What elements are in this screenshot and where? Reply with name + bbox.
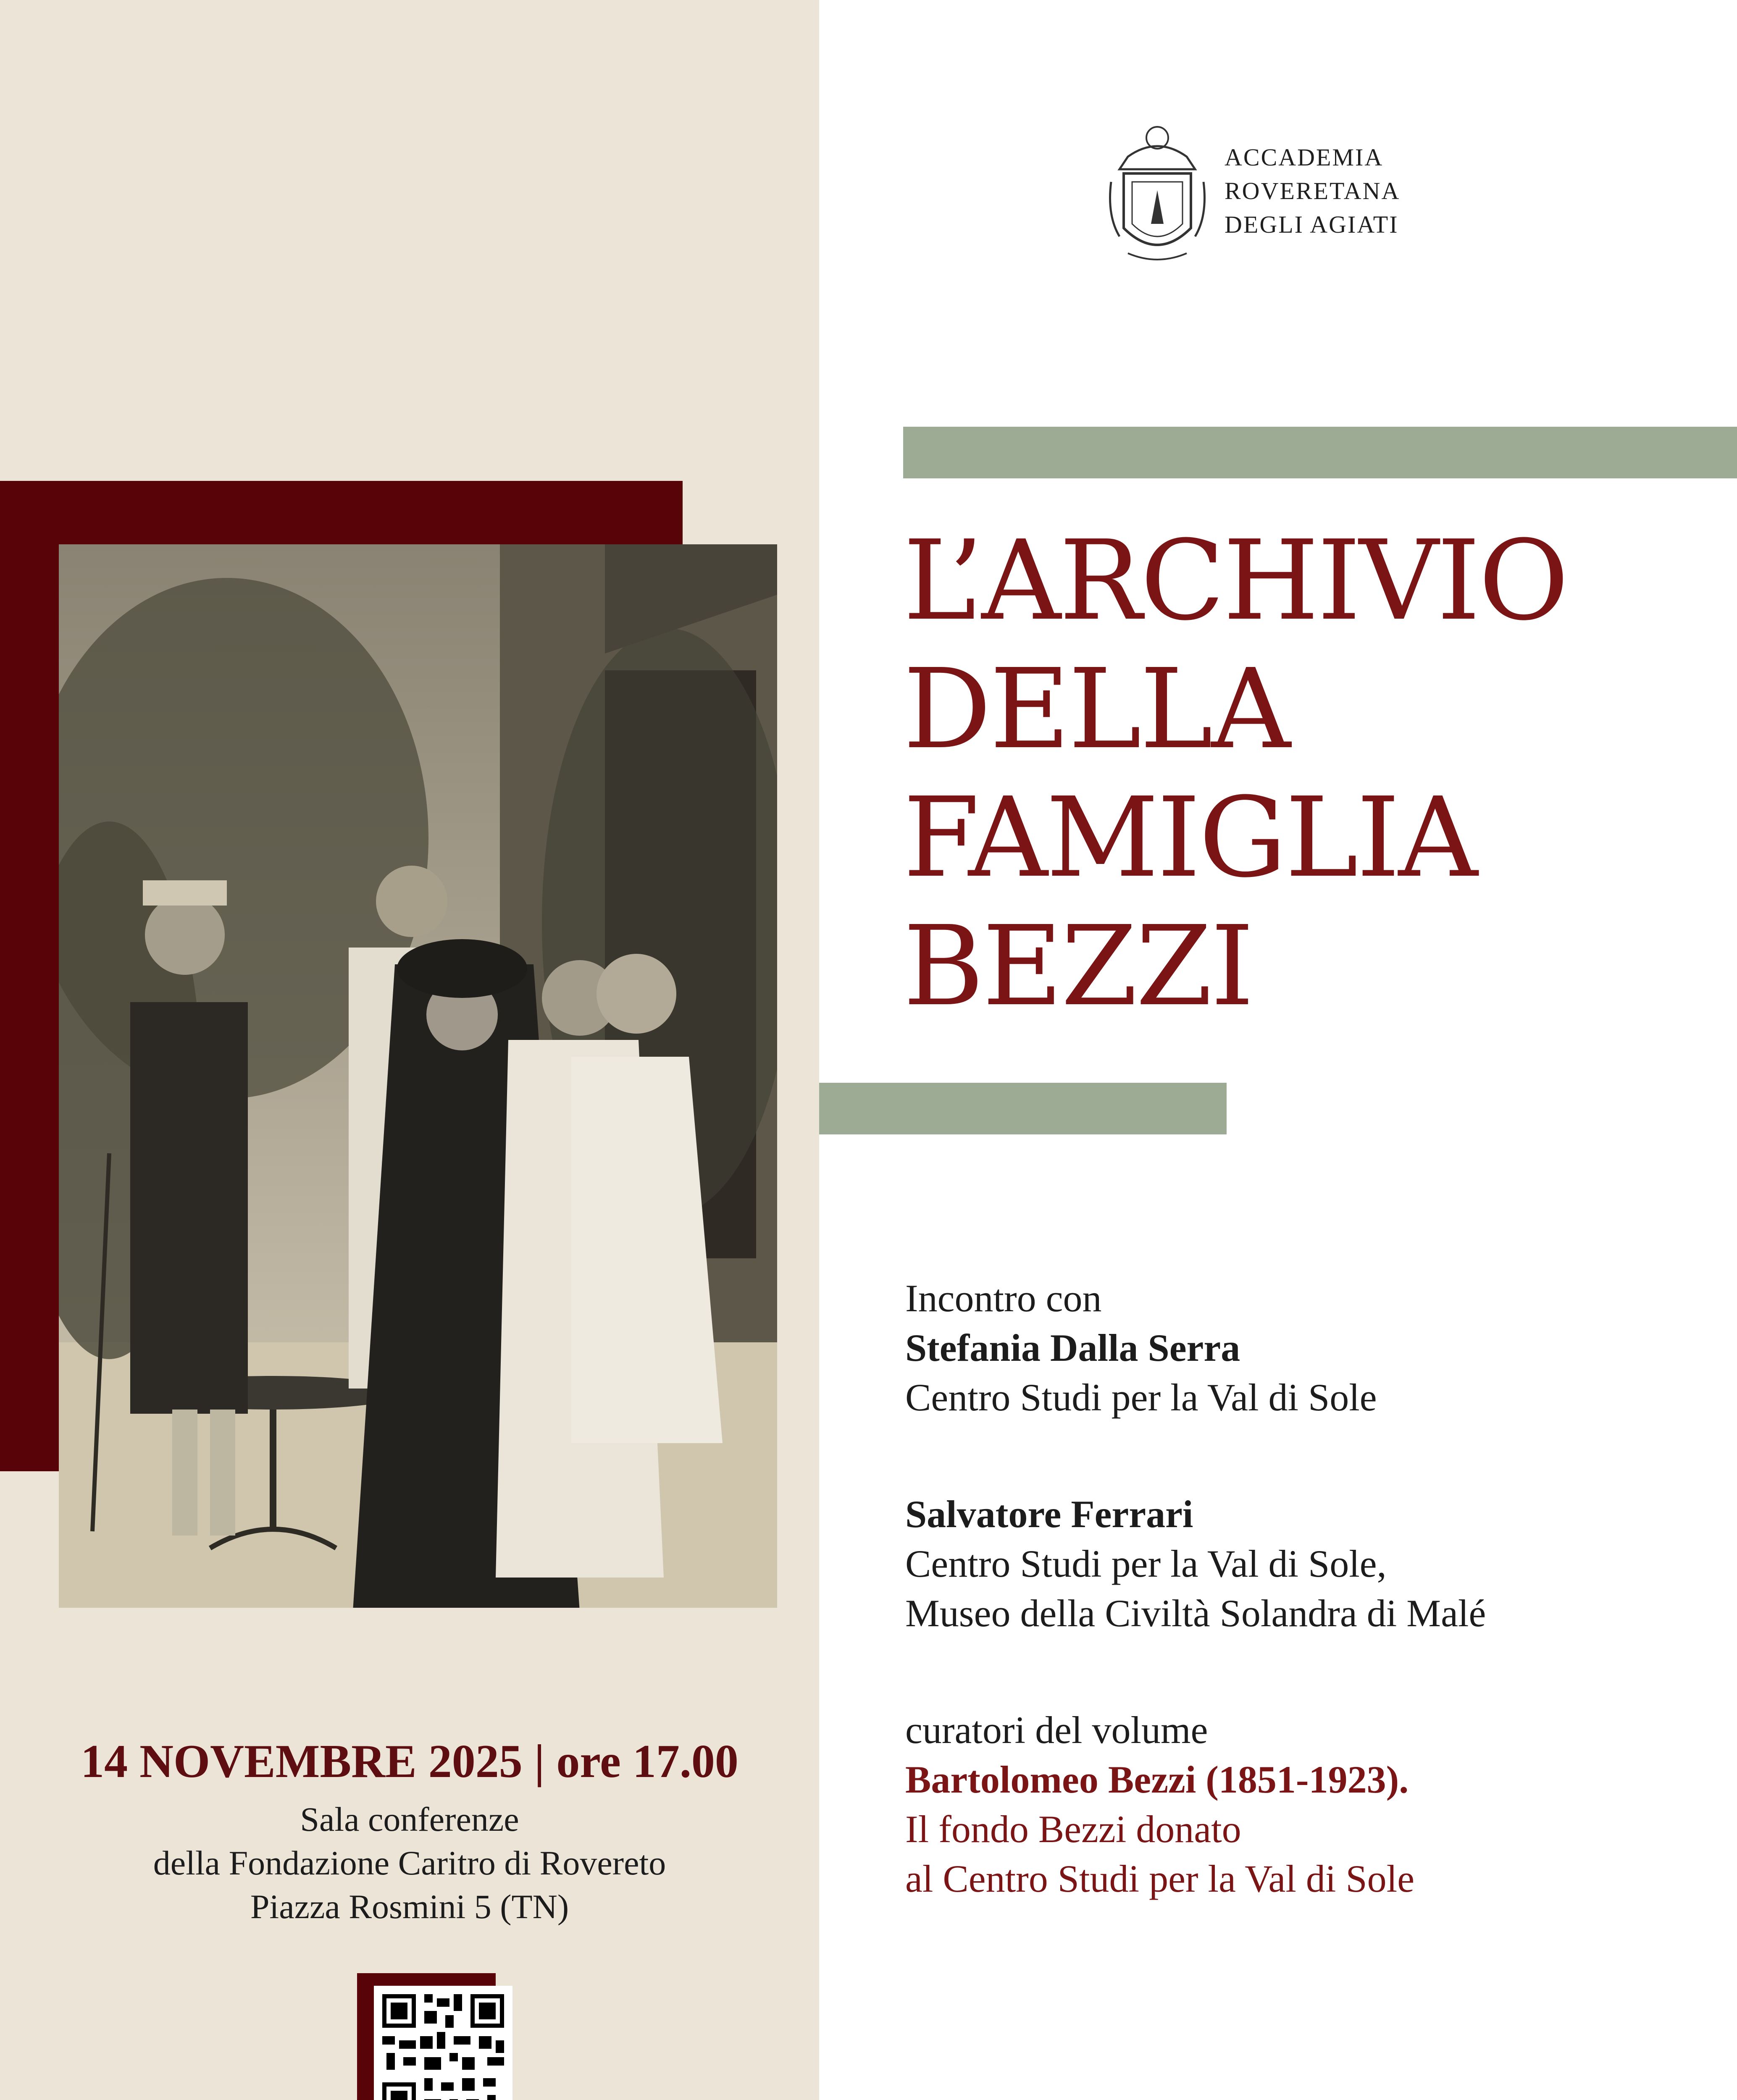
title-line-3: FAMIGLIA <box>903 774 1476 902</box>
decorative-bar-middle <box>819 1083 1227 1134</box>
academy-name-line-1: ACCADEMIA <box>1225 144 1384 171</box>
speaker-1-name: Stefania Dalla Serra <box>905 1326 1240 1369</box>
academy-name-line-3: DEGLI AGIATI <box>1225 211 1399 238</box>
academy-crest-icon <box>1103 119 1212 274</box>
venue-line-1: Sala conferenze <box>300 1800 519 1838</box>
title-line-1: L’ARCHIVIO <box>903 517 1567 645</box>
book-title-line-2: Il fondo Bezzi donato <box>905 1808 1241 1851</box>
title-line-4: BEZZI <box>903 902 1253 1030</box>
family-photo <box>59 544 777 1608</box>
speaker-2-name: Salvatore Ferrari <box>905 1493 1193 1536</box>
venue-line-2: della Fondazione Caritro di Rovereto <box>153 1844 666 1882</box>
qr-code[interactable] <box>374 1986 512 2100</box>
event-title <box>903 517 1701 1031</box>
event-date-time: 14 NOVEMBRE 2025 | ore 17.00 <box>81 1735 738 1788</box>
decorative-bar-top <box>903 427 1737 478</box>
curators-label: curatori del volume <box>905 1709 1208 1751</box>
speaker-2-affiliation-2: Museo della Civiltà Solandra di Malé <box>905 1592 1486 1635</box>
speaker-1-affiliation: Centro Studi per la Val di Sole <box>905 1376 1377 1419</box>
title-line-2: DELLA <box>903 645 1289 773</box>
intro-text: Incontro con <box>905 1277 1102 1320</box>
book-title-line-1: Bartolomeo Bezzi (1851-1923). <box>905 1758 1409 1801</box>
book-title-line-3: al Centro Studi per la Val di Sole <box>905 1857 1415 1900</box>
venue-line-3: Piazza Rosmini 5 (TN) <box>250 1887 569 1926</box>
academy-name-line-2: ROVERETANA <box>1225 177 1401 205</box>
academy-logo <box>1103 119 1405 278</box>
speaker-2-affiliation-1: Centro Studi per la Val di Sole, <box>905 1542 1387 1585</box>
